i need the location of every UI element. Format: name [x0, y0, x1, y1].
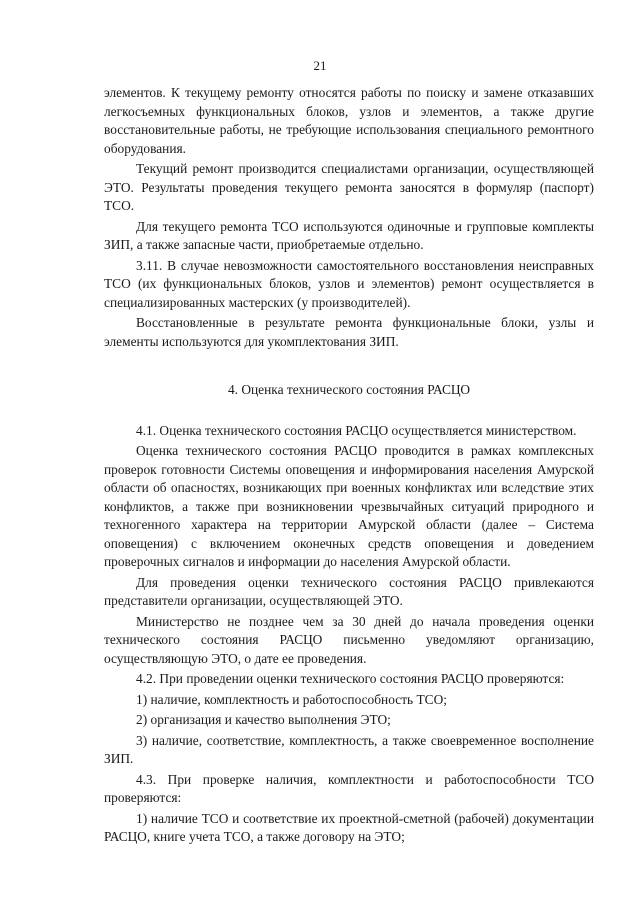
- list-item: 3) наличие, соответствие, комплектность, а также своевременное восполнение ЗИП.: [104, 732, 594, 766]
- paragraph: Для проведения оценки технического состояния РАСЦО привлекаются представители организации, осуществляющей ЭТО.: [104, 574, 594, 608]
- list-item: 1) наличие, комплектность и работоспособность ТСО;: [136, 691, 447, 707]
- paragraph: Для текущего ремонта ТСО используются одиночные и групповые комплекты ЗИП, а также запасные части, приобретаемые отдельно.: [104, 218, 594, 252]
- paragraph: Текущий ремонт производится специалистами организации, осуществляющей ЭТО. Результаты проведения текущего ремонта заносятся в формуляр (паспорт) ТСО.: [104, 161, 594, 213]
- paragraph: Министерство не позднее чем за 30 дней до начала проведения оценки технического состояния РАСЦО письменно уведомляют организацию, осуществляющую ЭТО, о дате ее проведения.: [104, 613, 594, 666]
- paragraph: элементов. К текущему ремонту относятся работы по поиску и замене отказавших легкосъемных функциональных блоков, узлов и элементов, а также другие восстановительные работы, не требующие использования специального ремонтного оборудования.: [104, 85, 594, 156]
- paragraph: Восстановленные в результате ремонта функциональные блоки, узлы и элементы используются для укомплектования ЗИП.: [104, 315, 594, 349]
- document-body: [104, 84, 594, 849]
- paragraph: 3.11. В случае невозможности самостоятельного восстановления неисправных ТСО (их функциональных блоков, узлов и элементов) ремонт осуществляется в специализированных мастерских (у производителей).: [104, 257, 594, 310]
- section-heading: 4. Оценка технического состояния РАСЦО: [227, 382, 471, 397]
- paragraph: Оценка технического состояния РАСЦО проводится в рамках комплексных проверок готовности Системы оповещения и информирования населения Амурской области об опасностях, возникающих при военных конфликтах или вследствие этих конфликтов, а также при возникновении чрезвычайных ситуаций природного и техногенного характера на территории Амурской области (далее – Система оповещения) с включением оконечных средств оповещения и доведением проверочных сигналов и информации до населения Амурской области.: [104, 443, 594, 569]
- list-item: 2) организация и качество выполнения ЭТО;: [136, 712, 391, 727]
- page-number: 21: [313, 58, 327, 73]
- paragraph: 4.2. При проведении оценки технического состояния РАСЦО проверяются:: [136, 671, 565, 686]
- list-item: 1) наличие ТСО и соответствие их проектной-сметной (рабочей) документации РАСЦО, книге учета ТСО, а также договору на ЭТО;: [104, 810, 594, 844]
- paragraph: 4.3. При проверке наличия, комплектности и работоспособности ТСО проверяются:: [104, 771, 594, 805]
- paragraph: 4.1. Оценка технического состояния РАСЦО осуществляется министерством.: [136, 422, 577, 438]
